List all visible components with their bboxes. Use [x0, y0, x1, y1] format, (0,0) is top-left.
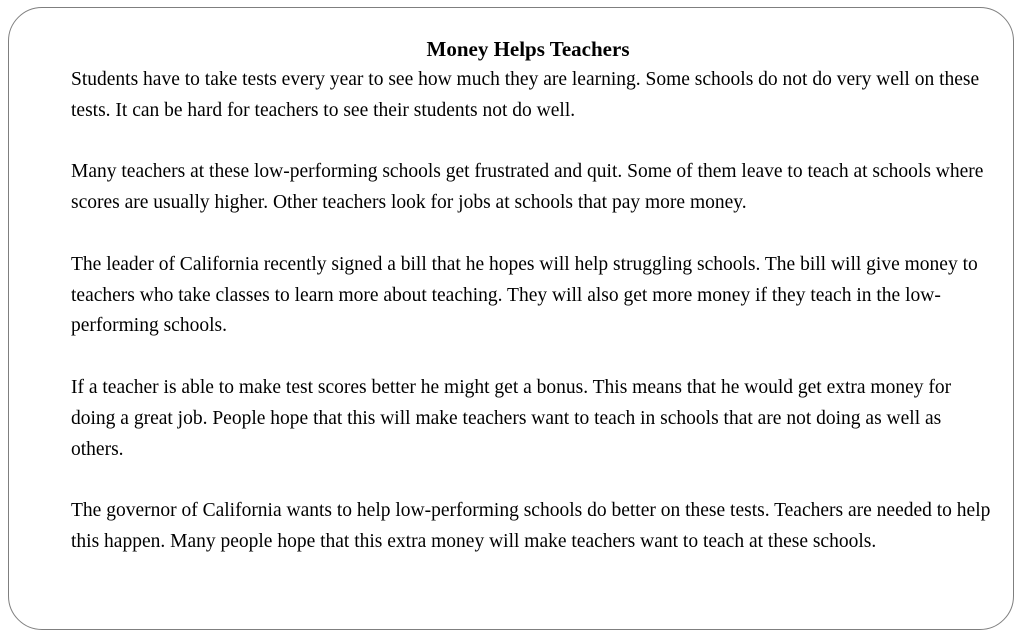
- paragraph-5: The governor of California wants to help low-performing schools do better on these tests. Teachers are needed to help this happen. Many people hope that this extra money will make teachers want to teach at these schools.: [71, 500, 991, 552]
- paragraph-2: Many teachers at these low-performing schools get frustrated and quit. Some of them leave to teach at schools where scores are usually higher. Other teachers look for jobs at schools that pay more money.: [71, 161, 984, 214]
- document-body: [71, 65, 996, 558]
- paragraph-1: Students have to take tests every year to see how much they are learning. Some schools do not do very well on these tests. It can be hard for teachers to see their students not do well.: [71, 69, 980, 121]
- paragraph-3: The leader of California recently signed a bill that he hopes will help struggling schools. The bill will give money to teachers who take classes to learn more about teaching. They will also get more money if they teach in the low-performing schools.: [71, 253, 978, 337]
- document-title: Money Helps Teachers: [426, 37, 630, 61]
- paragraph-4: If a teacher is able to make test scores better he might get a bonus. This means that he would get extra money for doing a great job. People hope that this will make teachers want to teach in schools that are not doing as well as others.: [71, 376, 952, 460]
